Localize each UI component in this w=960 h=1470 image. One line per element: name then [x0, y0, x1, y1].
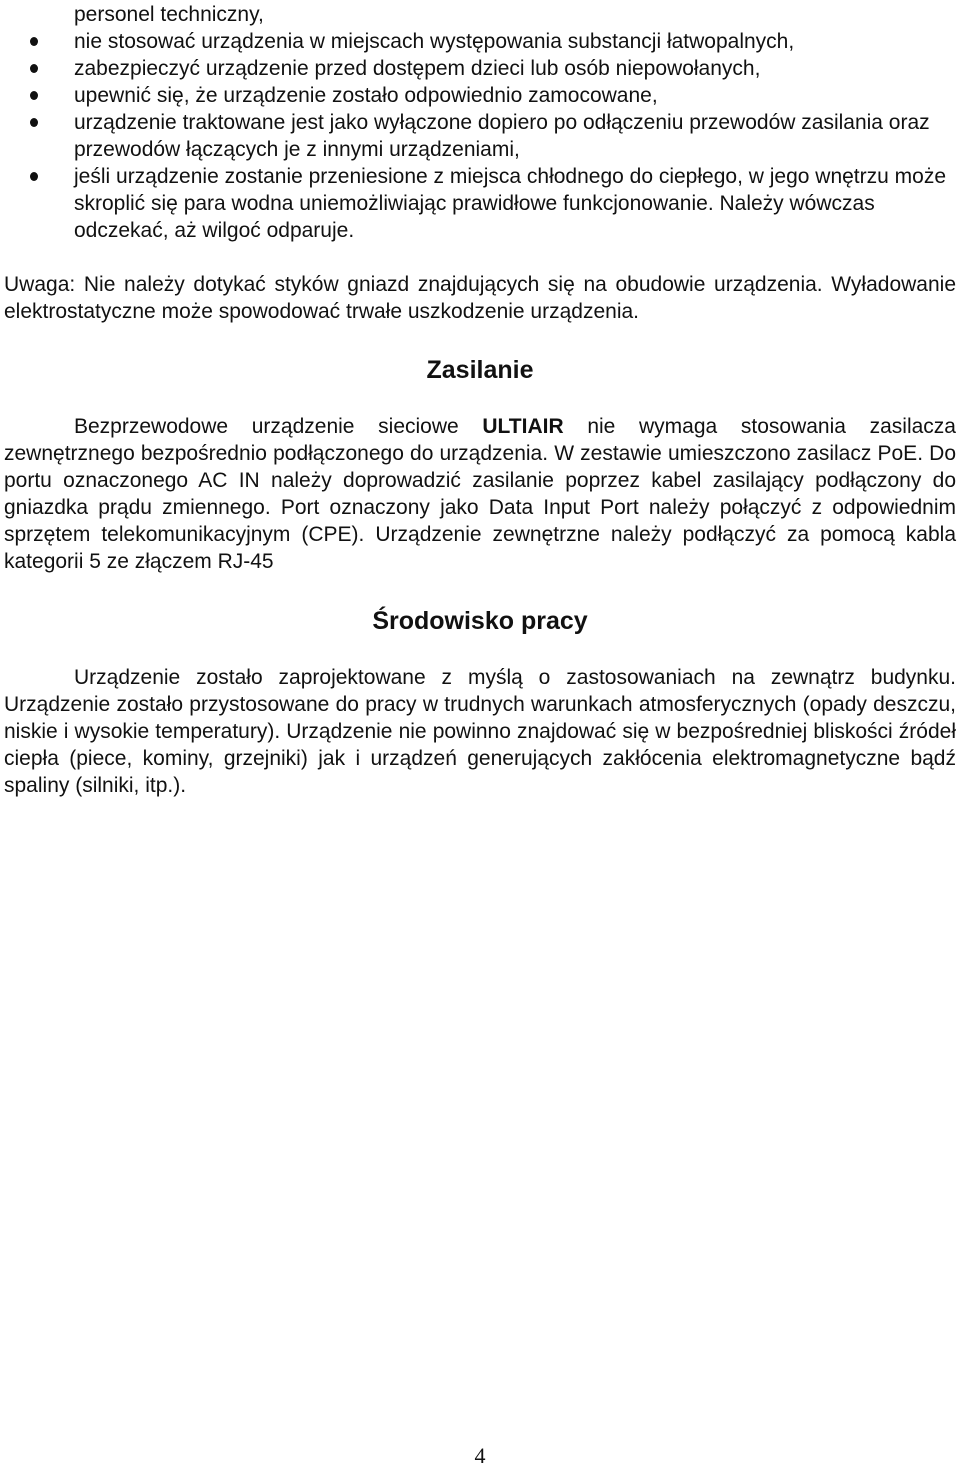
brand-name: ULTIAIR	[482, 415, 564, 438]
bullet-dot-icon	[30, 91, 38, 100]
zasilanie-paragraph	[4, 413, 956, 575]
list-item	[0, 109, 954, 163]
srodowisko-paragraph: Urządzenie zostało zaprojektowane z myślą o zastosowaniach na zewnątrz budynku. Urządzenie zostało przystosowane do pracy w trudnych warunkach atmosferycznych (opady deszczu, niskie i wysokie temperatury). Urządzenie nie powinno znajdować się w bezpośredniej bliskości źródeł ciepła (piece, kominy, grzejniki) jak i urządzeń generujących zakłócenia elektromagnetyczne bądź spaliny (silniki, itp.).	[4, 666, 956, 797]
safety-bullet-list	[0, 28, 960, 244]
list-item	[0, 82, 954, 109]
bullet-dot-icon	[30, 118, 38, 127]
list-item	[0, 28, 954, 55]
list-item-text: urządzenie traktowane jest jako wyłączone dopiero po odłączeniu przewodów zasilania oraz przewodów łączących je z innymi urządzeniami,	[74, 111, 930, 161]
zasilanie-intro: Bezprzewodowe urządzenie sieciowe	[74, 415, 459, 438]
list-item-text: zabezpieczyć urządzenie przed dostępem dzieci lub osób niepowołanych,	[74, 57, 761, 80]
section-heading-srodowisko: Środowisko pracy	[372, 607, 588, 635]
bullet-dot-icon	[30, 64, 38, 73]
list-item-text: jeśli urządzenie zostanie przeniesione z miejsca chłodnego do ciepłego, w jego wnętrzu może skroplić się para wodna uniemożliwiając prawidłowe funkcjonowanie. Należy wówczas odczekać, aż wilgoć odparuje.	[74, 165, 946, 242]
list-item-text: upewnić się, że urządzenie zostało odpowiednio zamocowane,	[74, 84, 658, 107]
bullet-dot-icon	[30, 37, 38, 46]
warning-paragraph: Uwaga: Nie należy dotykać styków gniazd znajdujących się na obudowie urządzenia. Wyładowanie elektrostatyczne może spowodować trwałe uszkodzenie urządzenia.	[4, 273, 956, 323]
list-item-text: nie stosować urządzenia w miejscach występowania substancji łatwopalnych,	[74, 30, 795, 53]
bullet-dot-icon	[30, 172, 38, 181]
section-heading-zasilanie: Zasilanie	[426, 356, 534, 384]
continuation-text: personel techniczny,	[74, 3, 264, 26]
list-item	[0, 163, 954, 244]
page-number: 4	[474, 1443, 486, 1468]
list-item	[0, 55, 954, 82]
zasilanie-body-text: nie wymaga stosowania zasilacza zewnętrznego bezpośrednio podłączonego do urządzenia. W zestawie umieszczono zasilacz PoE. Do portu oznaczonego AC IN należy doprowadzić zasilanie poprzez kabel zasilający podłączony do gniazdka prądu zmiennego. Port oznaczony jako Data Input Port należy połączyć z odpowiednim sprzętem telekomunikacyjnym (CPE). Urządzenie zewnętrzne należy podłączyć za pomocą kabla kategorii 5 ze złączem RJ-45	[4, 415, 956, 573]
